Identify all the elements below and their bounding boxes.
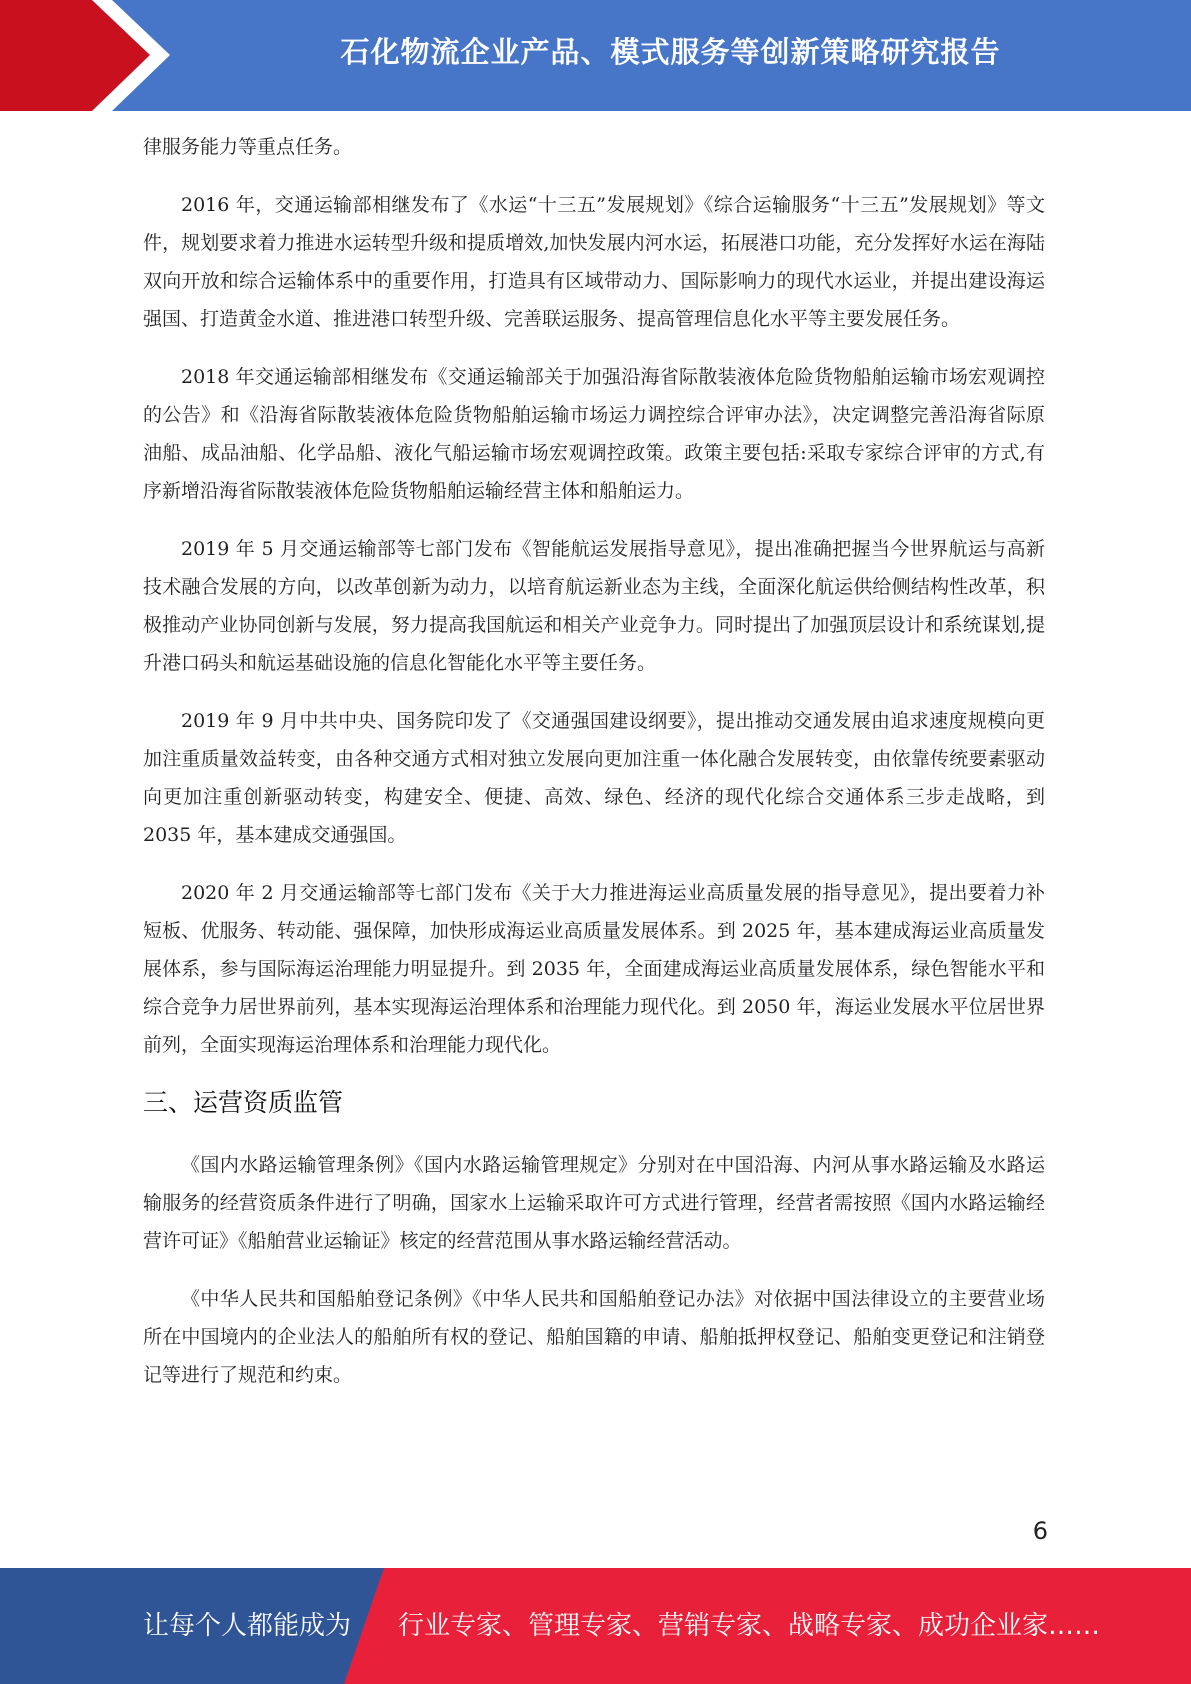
page-footer bbox=[0, 1568, 1191, 1684]
paragraph-licensing: 《国内水路运输管理条例》《国内水路运输管理规定》分别对在中国沿海、内河从事水路运输及水路运输服务的经营资质条件进行了明确，国家水上运输采取许可方式进行管理，经营者需按照《国内水路运输经营许可证》《船舶营业运输证》核定的经营范围从事水路运输经营活动。 bbox=[143, 1154, 1045, 1252]
document-title: 石化物流企业产品、模式服务等创新策略研究报告 bbox=[340, 35, 1001, 69]
footer-slogan-right: 行业专家、管理专家、营销专家、战略专家、成功企业家…… bbox=[398, 1611, 1101, 1641]
footer-slogan-left: 让每个人都能成为 bbox=[143, 1611, 352, 1641]
paragraph-2016: 2016 年，交通运输部相继发布了《水运“十三五”发展规划》《综合运输服务“十三五”发展规划》等文件，规划要求着力推进水运转型升级和提质增效,加快发展内河水运，拓展港口功能，充分发挥好水运在海陆双向开放和综合运输体系中的重要作用，打造具有区域带动力、国际影响力的现代水运业，并提出建设海运强国、打造黄金水道、推进港口转型升级、完善联运服务、提高管理信息化水平等主要发展任务。 bbox=[143, 194, 1045, 330]
paragraph-continuation: 律服务能力等重点任务。 bbox=[143, 136, 353, 158]
page-number: 6 bbox=[1032, 1517, 1048, 1545]
paragraph-registration: 《中华人民共和国船舶登记条例》《中华人民共和国船舶登记办法》对依据中国法律设立的主要营业场所在中国境内的企业法人的船舶所有权的登记、船舶国籍的申请、船舶抵押权登记、船舶变更登记和注销登记等进行了规范和约束。 bbox=[143, 1288, 1045, 1386]
paragraph-2019-sep: 2019 年 9 月中共中央、国务院印发了《交通强国建设纲要》，提出推动交通发展由追求速度规模向更加注重质量效益转变，由各种交通方式相对独立发展向更加注重一体化融合发展转变，由依靠传统要素驱动向更加注重创新驱动转变，构建安全、便捷、高效、绿色、经济的现代化综合交通体系三步走战略，到 2035 年，基本建成交通强国。 bbox=[143, 710, 1045, 846]
paragraph-2019-may: 2019 年 5 月交通运输部等七部门发布《智能航运发展指导意见》，提出准确把握当今世界航运与高新技术融合发展的方向，以改革创新为动力，以培育航运新业态为主线，全面深化航运供给侧结构性改革，积极推动产业协同创新与发展，努力提高我国航运和相关产业竞争力。同时提出了加强顶层设计和系统谋划,提升港口码头和航运基础设施的信息化智能化水平等主要任务。 bbox=[143, 538, 1045, 674]
paragraph-2020: 2020 年 2 月交通运输部等七部门发布《关于大力推进海运业高质量发展的指导意见》，提出要着力补短板、优服务、转动能、强保障，加快形成海运业高质量发展体系。到 2025 年，基本建成海运业高质量发展体系，参与国际海运治理能力明显提升。到 2035 年，全面建成海运业高质量发展体系，绿色智能水平和综合竞争力居世界前列，基本实现海运治理体系和治理能力现代化。到 2050 年，海运业发展水平位居世界前列，全面实现海运治理体系和治理能力现代化。 bbox=[143, 882, 1045, 1056]
section-heading: 三、运营资质监管 bbox=[143, 1088, 344, 1117]
page-header bbox=[0, 0, 1191, 111]
page-content bbox=[143, 128, 1045, 1414]
paragraph-2018: 2018 年交通运输部相继发布《交通运输部关于加强沿海省际散装液体危险货物船舶运输市场宏观调控的公告》和《沿海省际散装液体危险货物船舶运输市场运力调控综合评审办法》，决定调整完善沿海省际原油船、成品油船、化学品船、液化气船运输市场宏观调控政策。政策主要包括:采取专家综合评审的方式,有序新增沿海省际散装液体危险货物船舶运输经营主体和船舶运力。 bbox=[143, 366, 1045, 502]
